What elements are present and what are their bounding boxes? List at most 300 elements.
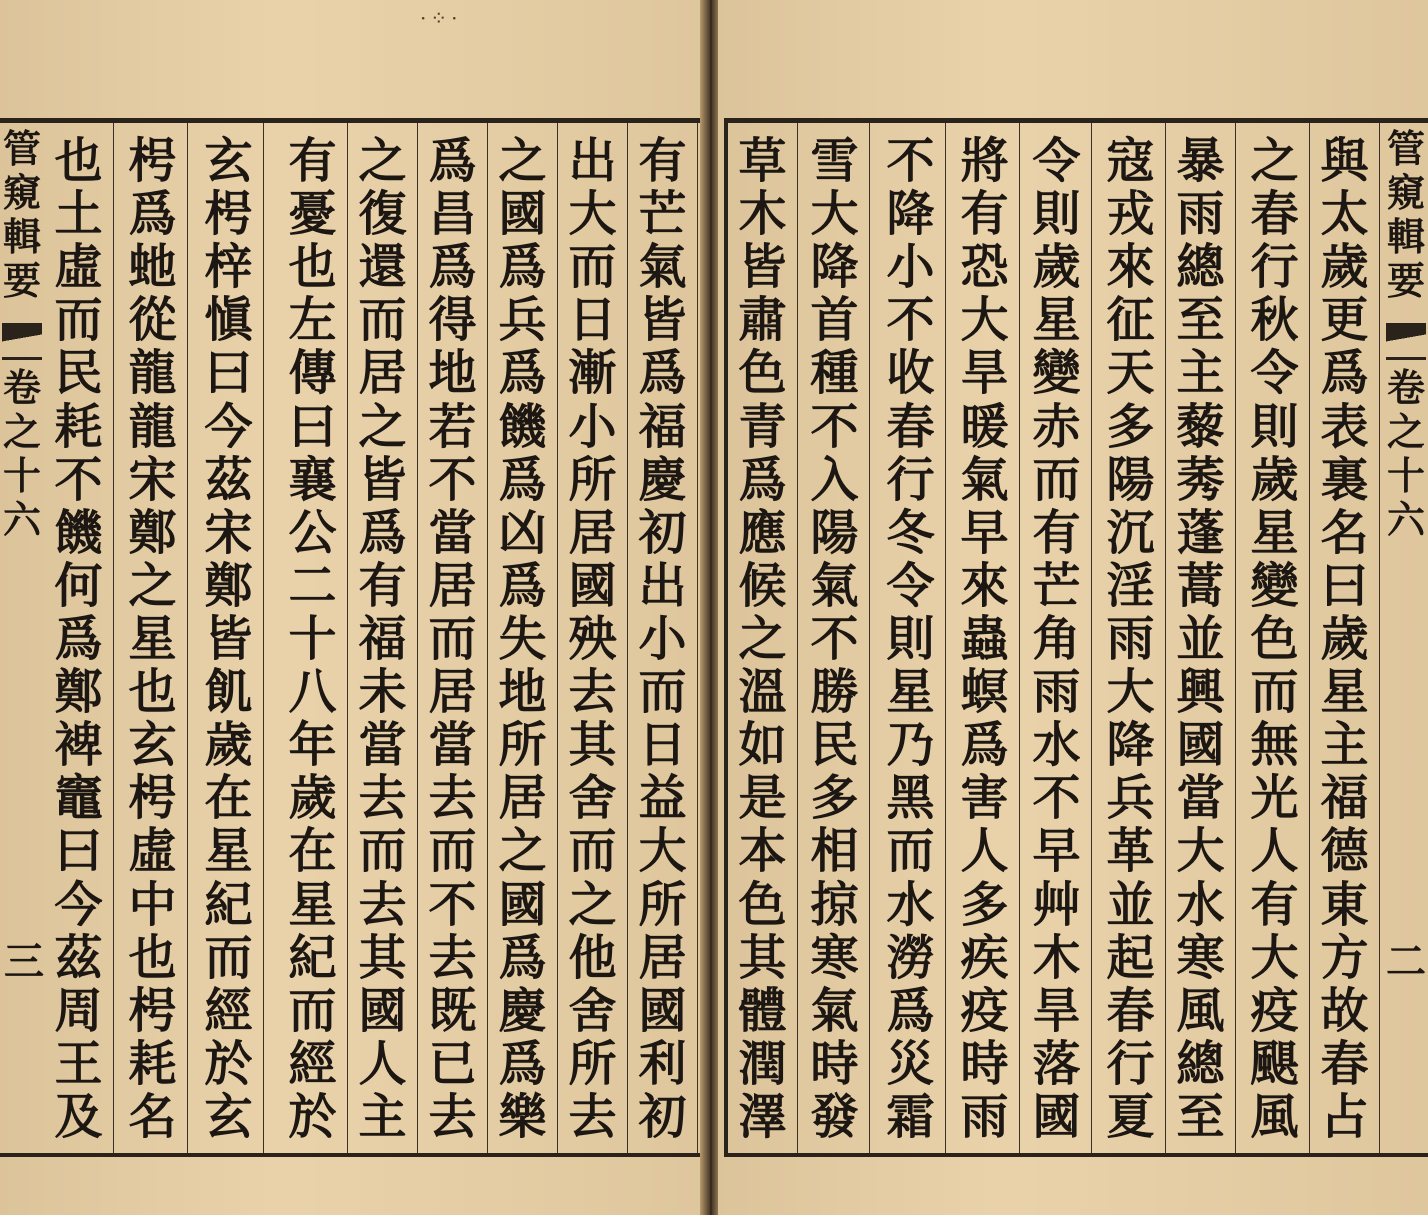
glyph: 風 bbox=[1250, 1088, 1299, 1145]
right-page bbox=[718, 0, 1428, 1215]
glyph: 小 bbox=[886, 239, 935, 296]
glyph: 暴 bbox=[1176, 133, 1225, 189]
glyph: 秋 bbox=[1250, 292, 1299, 349]
glyph: 曰 bbox=[288, 398, 337, 455]
glyph: 大 bbox=[1176, 823, 1225, 880]
glyph: 失 bbox=[498, 610, 547, 667]
glyph: 慶 bbox=[638, 451, 687, 508]
glyph: 害 bbox=[960, 770, 1009, 827]
glyph: 慶 bbox=[498, 982, 547, 1039]
glyph: 耗 bbox=[128, 1035, 177, 1092]
glyph: 爲 bbox=[498, 345, 547, 402]
glyph: 早 bbox=[960, 504, 1009, 561]
glyph: 總 bbox=[1176, 1035, 1225, 1092]
glyph: 革 bbox=[1106, 823, 1155, 880]
glyph: 玄 bbox=[204, 133, 253, 189]
glyph: 二 bbox=[288, 557, 337, 614]
glyph: 是 bbox=[738, 770, 787, 827]
glyph: 兵 bbox=[1106, 770, 1155, 827]
glyph: 得 bbox=[428, 292, 477, 349]
glyph: 星 bbox=[886, 664, 935, 721]
glyph: 災 bbox=[886, 1035, 935, 1092]
glyph: 星 bbox=[128, 610, 177, 667]
glyph: 占 bbox=[1320, 1088, 1369, 1145]
margin-title bbox=[1387, 127, 1425, 303]
glyph: 澤 bbox=[738, 1088, 787, 1145]
glyph: 體 bbox=[738, 982, 787, 1039]
glyph: 如 bbox=[738, 717, 787, 774]
glyph: 颶 bbox=[1250, 1035, 1299, 1092]
glyph: 於 bbox=[288, 1088, 337, 1145]
glyph: 國 bbox=[498, 876, 547, 933]
glyph: 於 bbox=[204, 1035, 253, 1092]
glyph: 出 bbox=[568, 133, 617, 189]
glyph: 蓬 bbox=[1176, 504, 1225, 561]
glyph: 而 bbox=[358, 292, 407, 349]
glyph: 從 bbox=[128, 292, 177, 349]
glyph: 日 bbox=[568, 292, 617, 349]
glyph: 十 bbox=[288, 610, 337, 667]
glyph: 有 bbox=[358, 557, 407, 614]
glyph: 歲 bbox=[1032, 239, 1081, 296]
text-column bbox=[1310, 123, 1380, 1153]
text-column bbox=[628, 123, 698, 1153]
glyph: 舍 bbox=[568, 982, 617, 1039]
glyph: 之 bbox=[498, 823, 547, 880]
glyph: 虵 bbox=[128, 239, 177, 296]
glyph: 鄭 bbox=[128, 504, 177, 561]
glyph: 而 bbox=[54, 292, 103, 349]
text-column bbox=[1240, 123, 1310, 1153]
glyph: 不 bbox=[1032, 770, 1081, 827]
glyph: 方 bbox=[1320, 929, 1369, 986]
glyph: 裨 bbox=[54, 717, 103, 774]
glyph: 去 bbox=[428, 929, 477, 986]
glyph: 並 bbox=[1106, 876, 1155, 933]
glyph: 之 bbox=[358, 398, 407, 455]
glyph: 落 bbox=[1032, 1035, 1081, 1092]
glyph: 爲 bbox=[358, 504, 407, 561]
glyph: 而 bbox=[428, 823, 477, 880]
glyph: 早 bbox=[1032, 823, 1081, 880]
glyph: 曰 bbox=[1320, 557, 1369, 614]
margin-volume bbox=[3, 366, 41, 542]
text-column bbox=[44, 123, 114, 1153]
glyph: 爲 bbox=[128, 186, 177, 243]
glyph: 降 bbox=[886, 186, 935, 243]
glyph: 國 bbox=[1032, 1088, 1081, 1145]
glyph: 氣 bbox=[810, 982, 859, 1039]
glyph: 歲 bbox=[204, 717, 253, 774]
glyph: 中 bbox=[128, 876, 177, 933]
glyph: 已 bbox=[428, 1035, 477, 1092]
glyph: 春 bbox=[886, 398, 935, 455]
glyph: 也 bbox=[128, 929, 177, 986]
glyph: 芒 bbox=[1032, 557, 1081, 614]
glyph: 鄭 bbox=[204, 557, 253, 614]
glyph: 曰 bbox=[54, 823, 103, 880]
glyph: 行 bbox=[1250, 239, 1299, 296]
glyph: 小 bbox=[568, 398, 617, 455]
glyph: 而 bbox=[1250, 664, 1299, 721]
glyph: 黑 bbox=[886, 770, 935, 827]
glyph: 國 bbox=[358, 982, 407, 1039]
glyph: 所 bbox=[568, 451, 617, 508]
glyph: 地 bbox=[498, 664, 547, 721]
glyph: 與 bbox=[1320, 133, 1369, 189]
glyph: 主 bbox=[1320, 717, 1369, 774]
glyph: 爲 bbox=[498, 451, 547, 508]
glyph: 而 bbox=[638, 664, 687, 721]
glyph: 居 bbox=[638, 929, 687, 986]
glyph: 要 bbox=[2, 258, 41, 303]
glyph: 爲 bbox=[498, 1035, 547, 1092]
glyph: 其 bbox=[358, 929, 407, 986]
glyph: 凶 bbox=[498, 504, 547, 561]
glyph: 當 bbox=[428, 717, 477, 774]
glyph: 龍 bbox=[128, 398, 177, 455]
glyph: 去 bbox=[428, 770, 477, 827]
glyph: 不 bbox=[810, 398, 859, 455]
glyph: 小 bbox=[638, 610, 687, 667]
glyph: 本 bbox=[738, 823, 787, 880]
glyph: 應 bbox=[738, 504, 787, 561]
glyph: 歲 bbox=[1320, 610, 1369, 667]
margin-title bbox=[3, 127, 41, 303]
glyph: 時 bbox=[810, 1035, 859, 1092]
glyph: 則 bbox=[1250, 398, 1299, 455]
text-column bbox=[950, 123, 1020, 1153]
glyph: 歲 bbox=[1320, 239, 1369, 296]
glyph: 所 bbox=[568, 1035, 617, 1092]
text-column bbox=[1166, 123, 1236, 1153]
glyph: 蒿 bbox=[1176, 557, 1225, 614]
glyph: 名 bbox=[128, 1088, 177, 1145]
glyph: 相 bbox=[810, 823, 859, 880]
glyph: 陽 bbox=[1106, 451, 1155, 508]
text-column bbox=[1022, 123, 1092, 1153]
glyph: 龍 bbox=[128, 345, 177, 402]
glyph: 令 bbox=[1250, 345, 1299, 402]
glyph: 有 bbox=[638, 133, 687, 189]
glyph: 居 bbox=[428, 664, 477, 721]
glyph: 變 bbox=[1032, 345, 1081, 402]
glyph: 去 bbox=[568, 1088, 617, 1145]
glyph: 爲 bbox=[738, 451, 787, 508]
glyph: 風 bbox=[1176, 982, 1225, 1039]
glyph: 管 bbox=[1386, 126, 1425, 171]
glyph: 歲 bbox=[288, 770, 337, 827]
glyph: 沉 bbox=[1106, 504, 1155, 561]
glyph: 色 bbox=[738, 876, 787, 933]
glyph: 窺 bbox=[1386, 170, 1425, 215]
glyph: 國 bbox=[638, 982, 687, 1039]
glyph: 卷 bbox=[1386, 365, 1425, 410]
glyph: 淫 bbox=[1106, 557, 1155, 614]
glyph: 大 bbox=[638, 823, 687, 880]
glyph: 不 bbox=[428, 876, 477, 933]
glyph: 光 bbox=[1250, 770, 1299, 827]
glyph: 更 bbox=[1320, 292, 1369, 349]
glyph: 水 bbox=[1176, 876, 1225, 933]
glyph: 而 bbox=[568, 823, 617, 880]
glyph: 茲 bbox=[54, 929, 103, 986]
glyph: 耗 bbox=[54, 398, 103, 455]
glyph: 國 bbox=[1176, 717, 1225, 774]
glyph: 傳 bbox=[288, 345, 337, 402]
glyph: 之 bbox=[498, 133, 547, 189]
glyph: 之 bbox=[568, 876, 617, 933]
glyph: 昌 bbox=[428, 186, 477, 243]
glyph: 利 bbox=[638, 1035, 687, 1092]
glyph: 旱 bbox=[960, 345, 1009, 402]
glyph: 降 bbox=[810, 239, 859, 296]
glyph: 故 bbox=[1320, 982, 1369, 1039]
glyph: 星 bbox=[1032, 292, 1081, 349]
glyph: 德 bbox=[1320, 823, 1369, 880]
glyph: 益 bbox=[638, 770, 687, 827]
glyph: 所 bbox=[498, 717, 547, 774]
glyph: 國 bbox=[498, 186, 547, 243]
glyph: 去 bbox=[358, 876, 407, 933]
glyph: 色 bbox=[738, 345, 787, 402]
text-column bbox=[348, 123, 418, 1153]
glyph: 周 bbox=[54, 982, 103, 1039]
glyph: 主 bbox=[1176, 345, 1225, 402]
glyph: 竈 bbox=[54, 770, 103, 827]
glyph: 而 bbox=[886, 823, 935, 880]
glyph: 螟 bbox=[960, 664, 1009, 721]
glyph: 枵 bbox=[204, 186, 253, 243]
glyph: 也 bbox=[288, 239, 337, 296]
glyph: 發 bbox=[810, 1088, 859, 1145]
glyph: 大 bbox=[568, 186, 617, 243]
glyph: 國 bbox=[568, 557, 617, 614]
glyph: 乃 bbox=[886, 717, 935, 774]
glyph: 要 bbox=[1386, 258, 1425, 303]
page-number: 二 bbox=[1386, 938, 1426, 985]
text-column bbox=[728, 123, 798, 1153]
glyph: 有 bbox=[960, 186, 1009, 243]
glyph: 漸 bbox=[568, 345, 617, 402]
glyph: 民 bbox=[54, 345, 103, 402]
glyph: 至 bbox=[1176, 1088, 1225, 1145]
glyph: 令 bbox=[886, 557, 935, 614]
glyph: 其 bbox=[568, 717, 617, 774]
glyph: 雪 bbox=[810, 133, 859, 189]
glyph: 樂 bbox=[498, 1088, 547, 1145]
glyph: 戎 bbox=[1106, 186, 1155, 243]
glyph: 大 bbox=[960, 292, 1009, 349]
fish-tail-mark bbox=[1386, 323, 1426, 360]
glyph: 及 bbox=[54, 1088, 103, 1145]
right-text-frame bbox=[724, 118, 1428, 1157]
glyph: 他 bbox=[568, 929, 617, 986]
glyph: 並 bbox=[1176, 610, 1225, 667]
glyph: 未 bbox=[358, 664, 407, 721]
glyph: 赤 bbox=[1032, 398, 1081, 455]
glyph: 經 bbox=[204, 982, 253, 1039]
glyph: 不 bbox=[810, 610, 859, 667]
glyph: 不 bbox=[886, 292, 935, 349]
right-margin-column bbox=[1384, 123, 1428, 1153]
glyph: 紀 bbox=[204, 876, 253, 933]
glyph: 爲 bbox=[1320, 345, 1369, 402]
text-column bbox=[1096, 123, 1166, 1153]
glyph: 當 bbox=[1176, 770, 1225, 827]
glyph: 不 bbox=[54, 451, 103, 508]
glyph: 爲 bbox=[498, 557, 547, 614]
glyph: 不 bbox=[886, 133, 935, 189]
glyph: 行 bbox=[886, 451, 935, 508]
glyph: 初 bbox=[638, 504, 687, 561]
glyph: 居 bbox=[498, 770, 547, 827]
glyph: 若 bbox=[428, 398, 477, 455]
glyph: 則 bbox=[886, 610, 935, 667]
glyph: 去 bbox=[358, 770, 407, 827]
glyph: 有 bbox=[1250, 876, 1299, 933]
glyph: 當 bbox=[358, 717, 407, 774]
glyph: 民 bbox=[810, 717, 859, 774]
fish-tail-mark bbox=[2, 323, 42, 360]
text-column bbox=[800, 123, 870, 1153]
glyph: 寇 bbox=[1106, 133, 1155, 189]
glyph: 來 bbox=[1106, 239, 1155, 296]
text-column bbox=[418, 123, 488, 1153]
glyph: 枵 bbox=[128, 982, 177, 1039]
glyph: 饑 bbox=[54, 504, 103, 561]
glyph: 襄 bbox=[288, 451, 337, 508]
glyph: 而 bbox=[288, 982, 337, 1039]
glyph: 爲 bbox=[428, 239, 477, 296]
glyph: 水 bbox=[1032, 717, 1081, 774]
glyph: 雨 bbox=[960, 1088, 1009, 1145]
glyph: 輯 bbox=[1386, 214, 1425, 259]
glyph: 梓 bbox=[204, 239, 253, 296]
glyph: 入 bbox=[810, 451, 859, 508]
glyph: 大 bbox=[1250, 929, 1299, 986]
glyph: 大 bbox=[810, 186, 859, 243]
glyph: 管 bbox=[2, 126, 41, 171]
glyph: 星 bbox=[288, 876, 337, 933]
glyph: 虛 bbox=[54, 239, 103, 296]
glyph: 首 bbox=[810, 292, 859, 349]
glyph: 而 bbox=[568, 239, 617, 296]
glyph: 草 bbox=[738, 133, 787, 189]
glyph: 天 bbox=[1106, 345, 1155, 402]
glyph: 卷 bbox=[2, 365, 41, 410]
glyph: 出 bbox=[638, 557, 687, 614]
glyph: 候 bbox=[738, 557, 787, 614]
glyph: 水 bbox=[886, 876, 935, 933]
glyph: 而 bbox=[428, 610, 477, 667]
glyph: 令 bbox=[1032, 133, 1081, 189]
glyph: 爲 bbox=[428, 133, 477, 189]
glyph: 旱 bbox=[1032, 982, 1081, 1039]
glyph: 名 bbox=[1320, 504, 1369, 561]
glyph: 在 bbox=[204, 770, 253, 827]
glyph: 行 bbox=[1106, 1035, 1155, 1092]
glyph: 收 bbox=[886, 345, 935, 402]
glyph: 溫 bbox=[738, 664, 787, 721]
left-text-frame bbox=[0, 118, 700, 1157]
glyph: 星 bbox=[1320, 664, 1369, 721]
glyph: 之 bbox=[128, 557, 177, 614]
glyph: 虛 bbox=[128, 823, 177, 880]
glyph: 枵 bbox=[128, 770, 177, 827]
glyph: 無 bbox=[1250, 717, 1299, 774]
glyph: 今 bbox=[204, 398, 253, 455]
glyph: 八 bbox=[288, 664, 337, 721]
glyph: 鄭 bbox=[54, 664, 103, 721]
glyph: 今 bbox=[54, 876, 103, 933]
left-margin-column bbox=[0, 123, 44, 1153]
glyph: 當 bbox=[428, 504, 477, 561]
glyph: 居 bbox=[358, 345, 407, 402]
glyph: 恐 bbox=[960, 239, 1009, 296]
glyph: 地 bbox=[428, 345, 477, 402]
glyph: 也 bbox=[54, 133, 103, 189]
glyph: 有 bbox=[1032, 504, 1081, 561]
glyph: 居 bbox=[428, 557, 477, 614]
glyph: 何 bbox=[54, 557, 103, 614]
glyph: 征 bbox=[1106, 292, 1155, 349]
glyph: 雨 bbox=[1106, 610, 1155, 667]
glyph: 宋 bbox=[128, 451, 177, 508]
glyph: 之 bbox=[738, 610, 787, 667]
glyph: 既 bbox=[428, 982, 477, 1039]
glyph: 之 bbox=[1250, 133, 1299, 189]
glyph: 陽 bbox=[810, 504, 859, 561]
glyph: 人 bbox=[358, 1035, 407, 1092]
glyph: 夏 bbox=[1106, 1088, 1155, 1145]
glyph: 宋 bbox=[204, 504, 253, 561]
glyph: 也 bbox=[128, 664, 177, 721]
glyph: 冬 bbox=[886, 504, 935, 561]
glyph: 興 bbox=[1176, 664, 1225, 721]
glyph: 福 bbox=[638, 398, 687, 455]
glyph: 主 bbox=[358, 1088, 407, 1145]
glyph: 不 bbox=[428, 451, 477, 508]
glyph: 殃 bbox=[568, 610, 617, 667]
left-page bbox=[0, 0, 704, 1215]
glyph: 公 bbox=[288, 504, 337, 561]
glyph: 角 bbox=[1032, 610, 1081, 667]
glyph: 而 bbox=[1032, 451, 1081, 508]
glyph: 來 bbox=[960, 557, 1009, 614]
text-column bbox=[488, 123, 558, 1153]
glyph: 太 bbox=[1320, 186, 1369, 243]
glyph: 星 bbox=[204, 823, 253, 880]
glyph: 疫 bbox=[1250, 982, 1299, 1039]
glyph: 多 bbox=[960, 876, 1009, 933]
margin-volume bbox=[1387, 366, 1425, 542]
glyph: 輯 bbox=[2, 214, 41, 259]
glyph: 左 bbox=[288, 292, 337, 349]
text-column bbox=[278, 123, 348, 1153]
text-column bbox=[118, 123, 188, 1153]
text-column bbox=[194, 123, 264, 1153]
glyph: 寒 bbox=[1176, 929, 1225, 986]
glyph: 所 bbox=[638, 876, 687, 933]
glyph: 歲 bbox=[1250, 451, 1299, 508]
glyph: 玄 bbox=[204, 1088, 253, 1145]
glyph: 色 bbox=[1250, 610, 1299, 667]
glyph: 疾 bbox=[960, 929, 1009, 986]
glyph: 居 bbox=[568, 504, 617, 561]
glyph: 裏 bbox=[1320, 451, 1369, 508]
glyph: 疫 bbox=[960, 982, 1009, 1039]
